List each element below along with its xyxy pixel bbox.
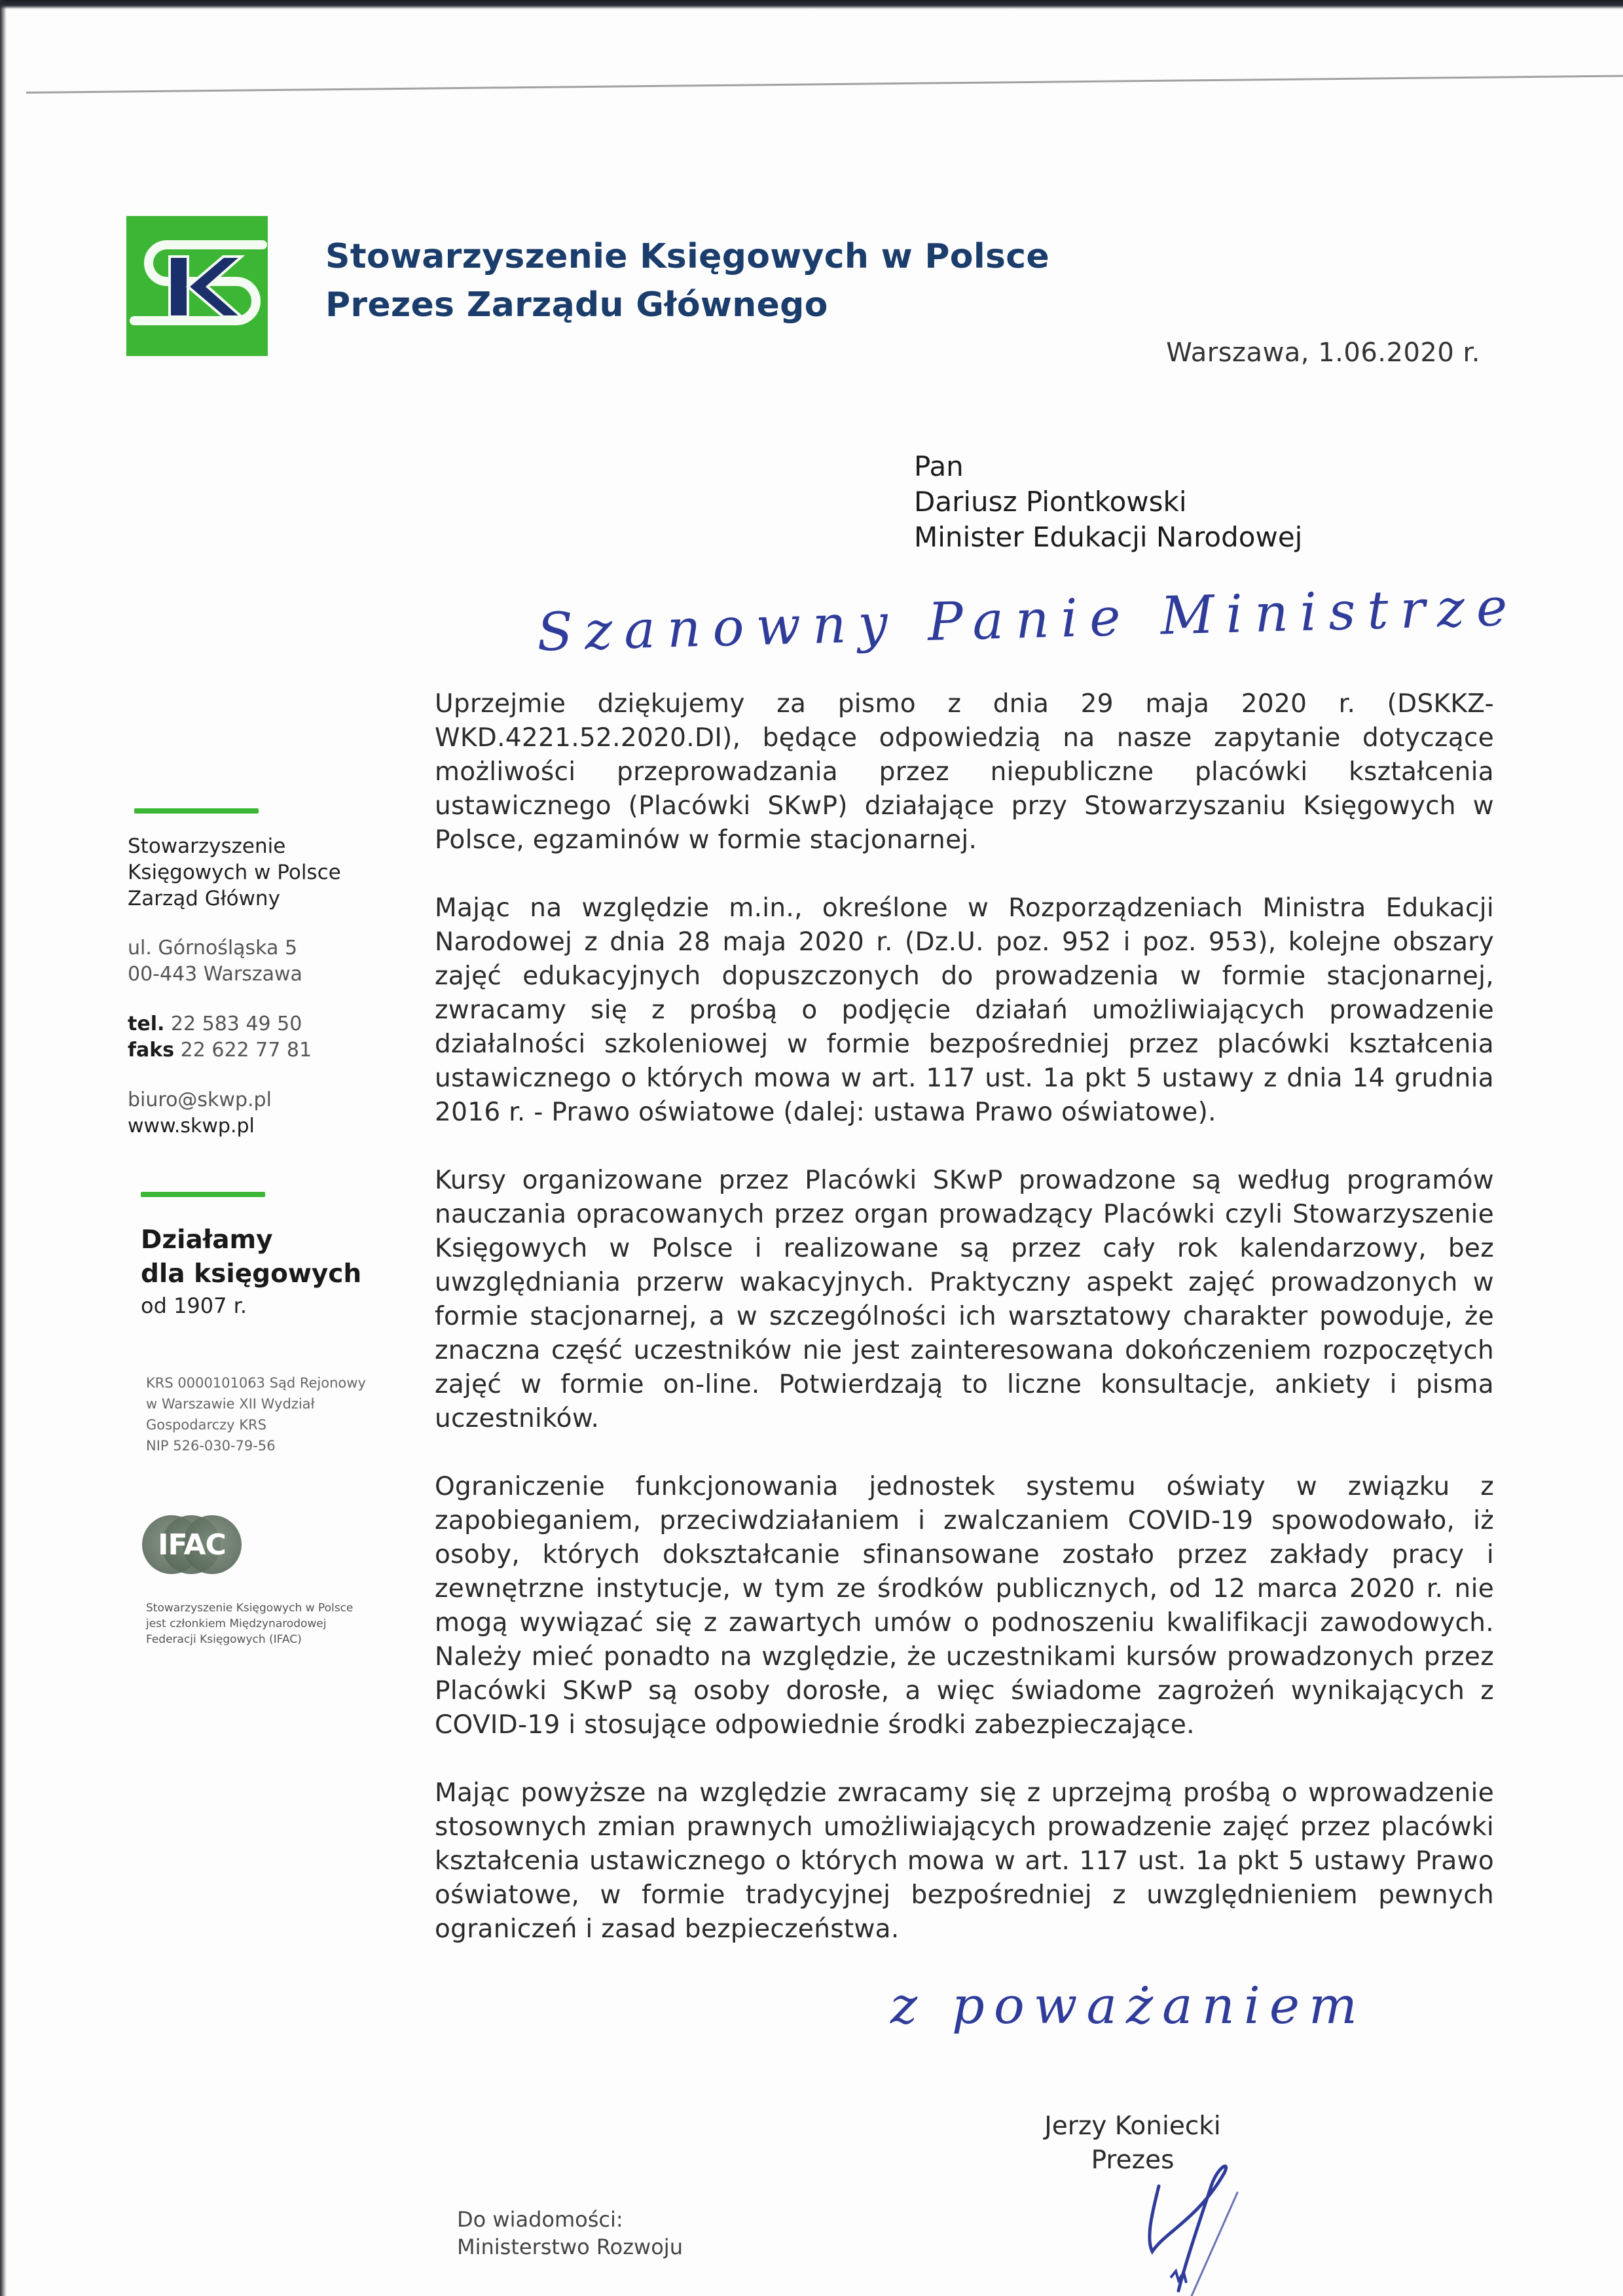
ifac-logo-icon bbox=[142, 1515, 242, 1574]
sidebar-contact bbox=[128, 1011, 403, 1064]
fax-number: 22 622 77 81 bbox=[180, 1039, 312, 1062]
sidebar-org bbox=[128, 833, 403, 912]
handwritten-closing: z poważaniem bbox=[890, 1977, 1366, 2036]
sidebar-web bbox=[128, 1087, 403, 1139]
letterhead-title bbox=[325, 232, 1049, 329]
signature-icon bbox=[1139, 2160, 1283, 2296]
cc-recipient: Ministerstwo Rozwoju bbox=[457, 2234, 683, 2259]
recipient-block bbox=[914, 449, 1302, 555]
sidebar-divider bbox=[134, 808, 259, 814]
registration-line: NIP 526-030-79-56 bbox=[146, 1438, 276, 1454]
cc-label: Do wiadomości: bbox=[457, 2207, 623, 2232]
tagline-line: dla księgowych bbox=[141, 1259, 362, 1289]
registration-line: Gospodarczy KRS bbox=[146, 1417, 266, 1433]
ifac-membership-note bbox=[128, 1600, 403, 1647]
recipient-name: Dariusz Piontkowski bbox=[914, 486, 1187, 518]
fax-label: faks bbox=[128, 1039, 175, 1062]
ifac-note-line: Stowarzyszenie Księgowych w Polsce bbox=[146, 1602, 354, 1615]
scan-left-edge bbox=[0, 0, 7, 2296]
body-paragraph: Uprzejmie dziękujemy za pismo z dnia 29 maja 2020 r. (DSKKZ-WKD.4221.52.2020.DI), będące odpowiedzią na nasze zapytanie dotyczące możliwości przeprowadzania przez niepubliczne placówki kształcenia ustawicznego (Placówki SKwP) działające przy Stowarzyszaniu Księgowych w Polsce, egzaminów w formie stacjonarnej. bbox=[435, 689, 1494, 855]
fax-line bbox=[128, 1037, 403, 1064]
place-date: Warszawa, 1.06.2020 r. bbox=[1166, 338, 1480, 368]
tagline-line: Działamy bbox=[141, 1225, 273, 1255]
body-paragraph: Mając powyższe na względzie zwracamy się z uprzejmą prośbą o wprowadzenie stosownych zmian prawnych umożliwiających prowadzenie zajęć przez placówki kształcenia ustawicznego o których mowa w art. 117 ust. 1a pkt 5 ustawy Prawo oświatowe, w formie tradycyjnej bezpośredniej z uwzględnieniem pewnych ograniczeń i zasad bezpieczeństwa. bbox=[435, 1778, 1494, 1944]
phone-line bbox=[128, 1011, 403, 1037]
body-paragraph: Kursy organizowane przez Placówki SKwP prowadzone są według programów nauczania opracowanych przez organ prowadzący Placówki czyli Stowarzyszenie Księgowych w Polsce i realizowane są przez cały rok kalendarzowy, bez uwzględniania przerw wakacyjnych. Praktyczny aspekt zajęć prowadzonych w formie stacjonarnej, a w szczególności ich warsztatowy charakter powoduje, że znaczna część uczestników nie jest zainteresowana dokończeniem rozpoczętych zajęć w formie on-line. Potwierdzają to liczne konsultacje, ankiety i pisma uczestników. bbox=[435, 1166, 1494, 1433]
skwp-logo-icon bbox=[126, 216, 268, 356]
address-city: 00-443 Warszawa bbox=[128, 963, 302, 986]
scan-top-edge bbox=[0, 0, 1623, 9]
signatory-name: Jerzy Koniecki bbox=[1044, 2111, 1221, 2141]
sidebar-registration bbox=[128, 1372, 403, 1456]
handwritten-salutation: Szanowny Panie Ministrze bbox=[536, 576, 1520, 663]
signatory-title: Prezes bbox=[1091, 2145, 1175, 2175]
ifac-note-line: Federacji Księgowych (IFAC) bbox=[146, 1633, 302, 1646]
org-name: Stowarzyszenie Księgowych w Polsce bbox=[325, 237, 1049, 276]
registration-line: KRS 0000101063 Sąd Rejonowy bbox=[146, 1375, 366, 1391]
email-link: biuro@skwp.pl bbox=[128, 1088, 272, 1111]
sidebar-tagline bbox=[128, 1223, 403, 1320]
ifac-note-line: jest członkiem Międzynarodowej bbox=[146, 1617, 327, 1630]
recipient-salutation: Pan bbox=[914, 450, 964, 482]
sidebar-org-line: Stowarzyszenie bbox=[128, 834, 286, 858]
cc-block bbox=[457, 2206, 683, 2261]
address-street: ul. Górnośląska 5 bbox=[128, 937, 298, 960]
letterhead-sidebar bbox=[128, 808, 403, 1647]
registration-line: w Warszawie XII Wydział bbox=[146, 1396, 315, 1412]
recipient-title: Minister Edukacji Narodowej bbox=[914, 521, 1303, 553]
sidebar-address bbox=[128, 935, 403, 988]
phone-label: tel. bbox=[128, 1013, 165, 1035]
sidebar-divider bbox=[141, 1192, 265, 1197]
body-paragraph: Ograniczenie funkcjonowania jednostek systemu oświaty w związku z zapobieganiem, przeciwdziałaniem i zwalczaniem COVID-19 spowodowało, iż osoby, których dokształcanie sfinansowane zostało przez zakłady pracy i zewnętrzne instytucje, w tym ze środków publicznych, od 12 marca 2020 r. nie mogą wywiązać się z zawartych umów o podnoszeniu kwalifikacji zawodowych. Należy mieć ponadto na względzie, że uczestnikami kursów prowadzonych przez Placówki SKwP są osoby dorosłe, a więc świadome zagrożeń wynikających z COVID-19 i stosujące odpowiednie środki zabezpieczające. bbox=[435, 1472, 1494, 1740]
tagline-since: od 1907 r. bbox=[141, 1293, 247, 1318]
sidebar-org-line: Księgowych w Polsce bbox=[128, 861, 341, 884]
org-office: Prezes Zarządu Głównego bbox=[325, 285, 828, 325]
sidebar-org-line: Zarząd Główny bbox=[128, 887, 280, 910]
letter-body bbox=[435, 687, 1494, 1981]
skwp-logo-graphic bbox=[126, 216, 268, 356]
page-fold-line bbox=[26, 75, 1623, 94]
website-link: www.skwp.pl bbox=[128, 1115, 255, 1138]
body-paragraph: Mając na względzie m.in., określone w Rozporządzeniach Ministra Edukacji Narodowej z dnia 28 maja 2020 r. (Dz.U. poz. 952 i poz. 953), kolejne obszary zajęć edukacyjnych dopuszczonych do prowadzenia w formie stacjonarnej, zwracamy się z prośbą o podjęcie działań umożliwiających prowadzenie działalności szkoleniowej w formie bezpośredniej przez placówki kształcenia ustawicznego o których mowa w art. 117 ust. 1a pkt 5 ustawy z dnia 14 grudnia 2016 r. - Prawo oświatowe (dalej: ustawa Prawo oświatowe). bbox=[435, 893, 1494, 1127]
phone-number: 22 583 49 50 bbox=[170, 1013, 302, 1035]
ifac-logo-text: IFAC bbox=[158, 1528, 226, 1562]
